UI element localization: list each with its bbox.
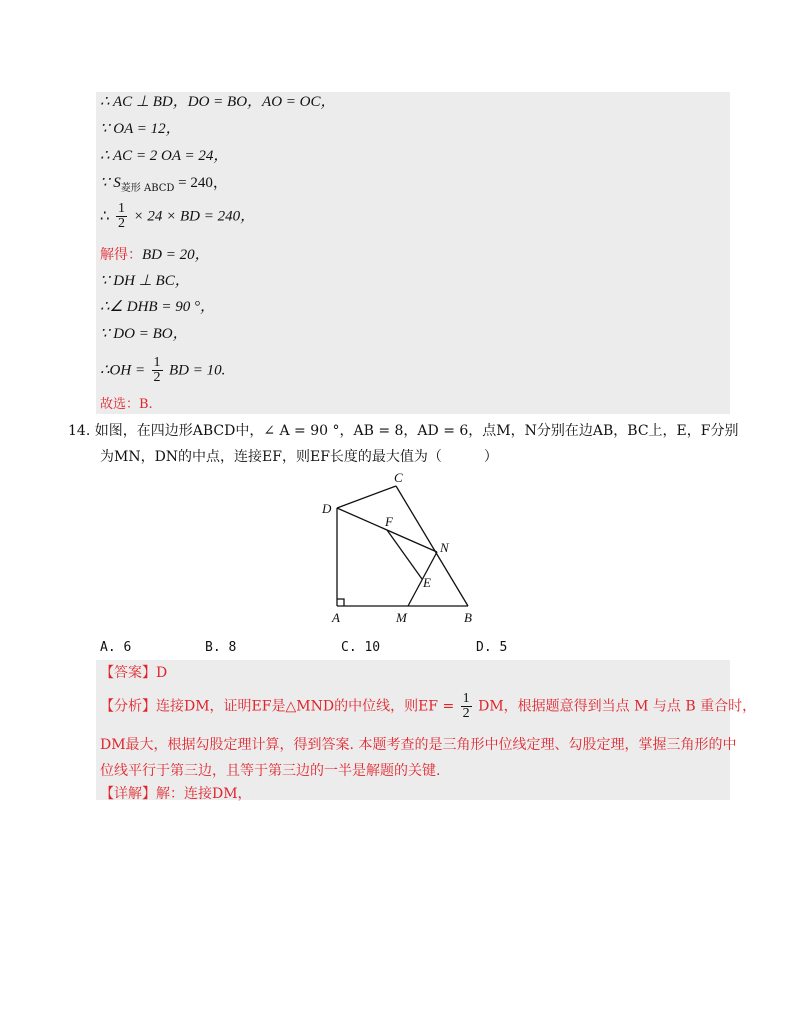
label-A: A	[332, 610, 340, 625]
subscript: 菱形 ABCD	[120, 183, 175, 194]
analysis-tag: 【分析】	[100, 698, 156, 715]
label-F: F	[385, 514, 393, 529]
fraction: $\frac{1}{2}$	[462, 691, 470, 721]
solution-line-5: ∴ $\frac{1}{2}$ × 24 × BD = 240，	[100, 201, 256, 231]
solution-line-3: ∴ AC = 2 OA = 24，	[100, 148, 229, 164]
label-C: C	[394, 470, 403, 485]
detail-text: 解：连接DM，	[156, 786, 252, 802]
geometry-figure	[310, 468, 510, 633]
question-number: 14.	[68, 423, 91, 439]
right-angle-mark	[337, 599, 344, 606]
label-E: E	[423, 575, 431, 590]
analysis-line-1	[100, 691, 757, 721]
fraction: $\frac{1}{2}$	[118, 201, 125, 231]
solution-choice: 故选：B.	[100, 397, 153, 412]
option-b[interactable]: B. 8	[205, 640, 237, 655]
solution-line-10: ∴OH = $\frac{1}{2}$ BD = 10.	[100, 355, 226, 385]
answer-tag: 【答案】	[100, 665, 156, 681]
answer-line	[100, 662, 728, 684]
solution-line-1: ∴ AC ⊥ BD，DO = BO，AO = OC，	[100, 94, 336, 110]
segment-DC	[337, 486, 396, 508]
solution-line-2: ∵ OA = 12，	[100, 121, 181, 137]
solution-line-9: ∵ DO = BO，	[100, 326, 188, 342]
question-line-1	[68, 422, 739, 440]
solution-line-7: ∵ DH ⊥ BC，	[100, 273, 190, 289]
solution-line-6: 解得：BD = 20，	[100, 247, 210, 263]
fraction: $\frac{1}{2}$	[153, 355, 161, 385]
label-B: B	[464, 610, 472, 625]
solution-line-4: ∵ $S_{菱形 ABCD} = 240$，	[100, 175, 228, 194]
analysis-text-1: 连接DM，证明EF是△MND的中位线，则EF =	[156, 698, 455, 715]
question-text-2: 为MN，DN的中点，连接EF，则EF长度的最大值为（ ）	[100, 449, 498, 465]
solution-line-8: ∴∠ DHB = 90 °，	[100, 299, 215, 315]
option-c[interactable]: C. 10	[341, 640, 381, 655]
label-D: D	[322, 501, 332, 516]
detail-tag: 【详解】	[100, 786, 156, 802]
analysis-line-3: 位线平行于第三边，且等于第三边的一半是解题的关键.	[100, 763, 441, 779]
option-a[interactable]: A. 6	[100, 640, 132, 655]
label-M: M	[396, 610, 407, 625]
option-d[interactable]: D. 5	[476, 640, 508, 655]
answer-value: D	[156, 665, 168, 681]
label-N: N	[440, 540, 449, 555]
analysis-text-2: DM，根据题意得到当点 M 与点 B 重合时，	[478, 698, 757, 715]
question-line-2	[100, 448, 498, 466]
question-text-1: 如图，在四边形ABCD中，∠ A = 90 °，AB = 8，AD = 6，点M，N分别在边AB，BC上，E，F分别	[94, 423, 739, 439]
detail-line	[100, 783, 728, 805]
segment-CB	[396, 486, 468, 606]
analysis-line-2: DM最大，根据勾股定理计算，得到答案. 本题考查的是三角形中位线定理、勾股定理，掌握三角形的中	[100, 737, 737, 753]
